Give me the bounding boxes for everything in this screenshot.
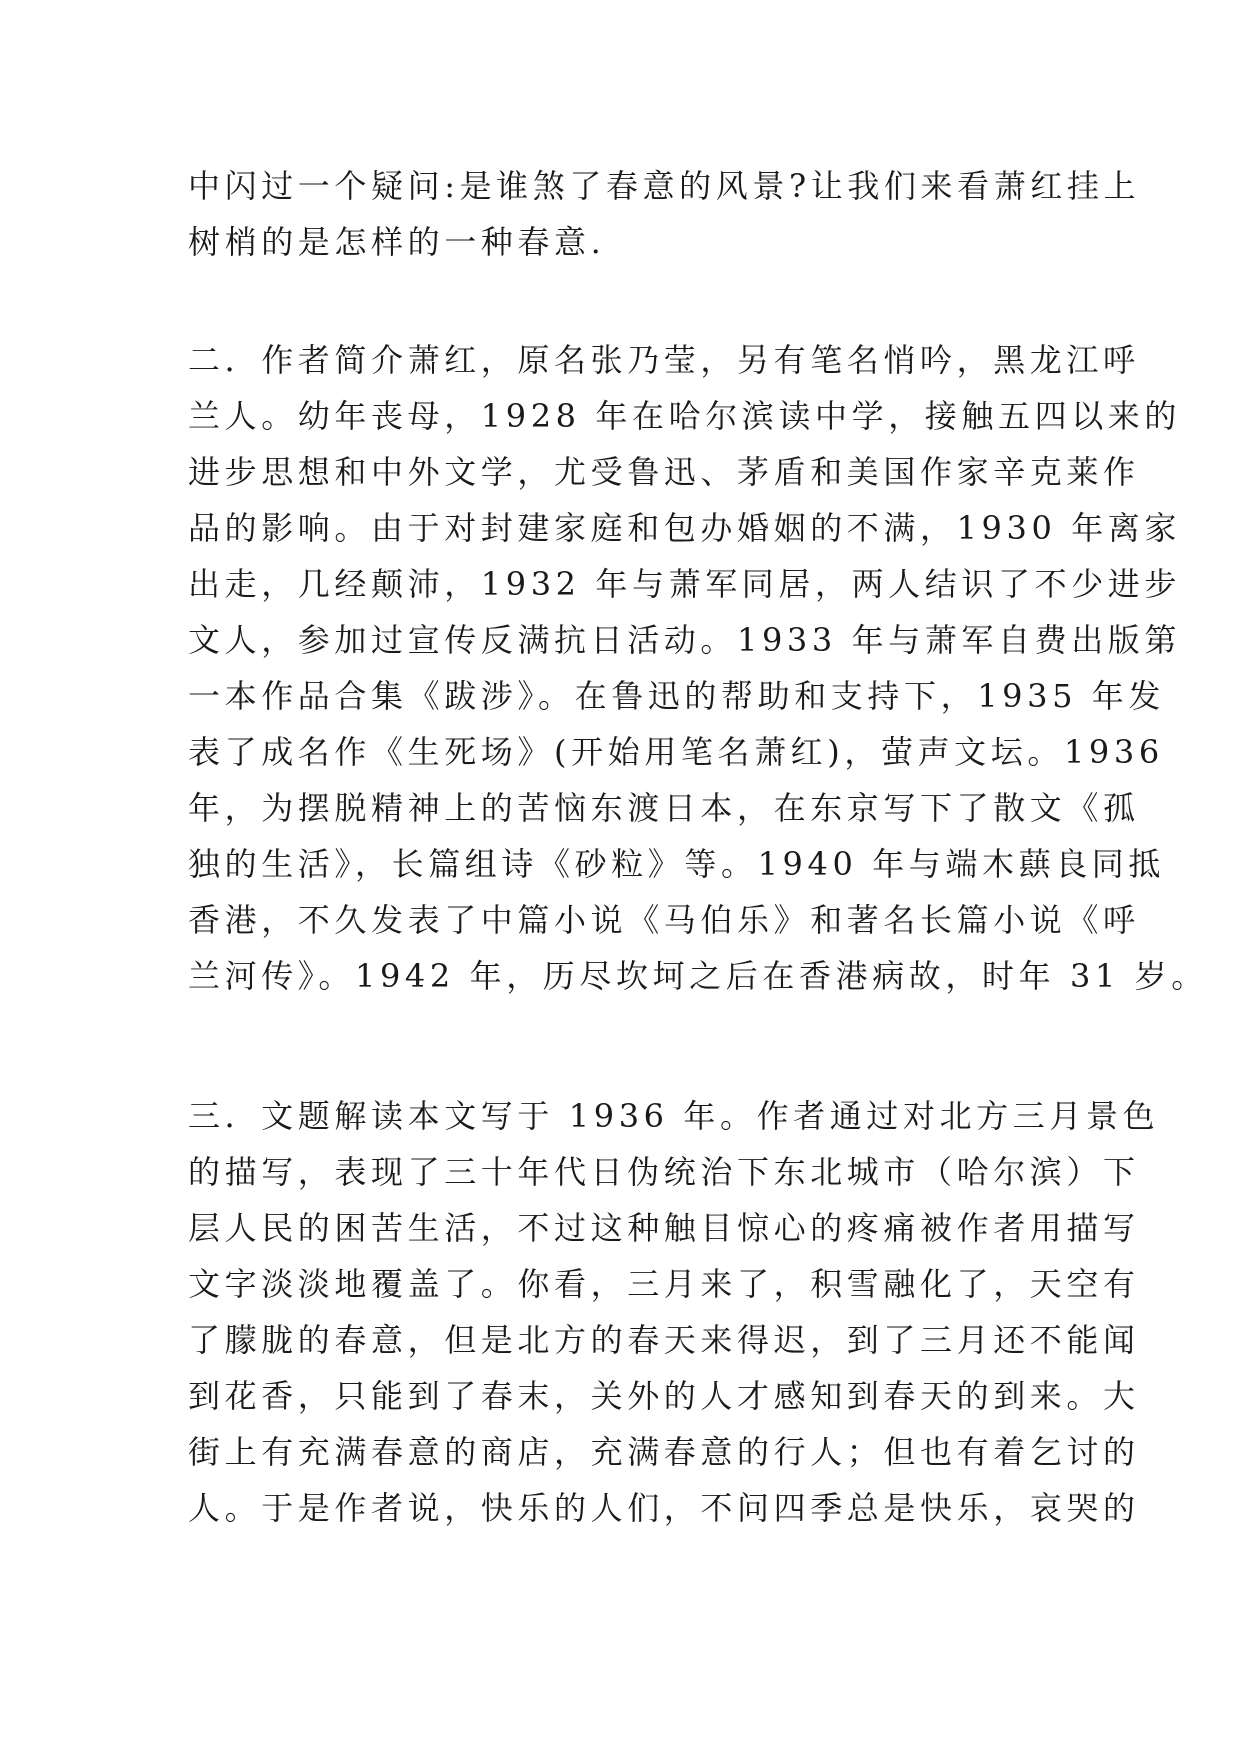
text-line: 人。于是作者说，快乐的人们，不问四季总是快乐，哀哭的 (188, 1489, 1140, 1527)
text-line: 表了成名作《生死场》(开始用笔名萧红)，萤声文坛。1936 (188, 733, 1164, 771)
text-line: 了朦胧的春意，但是北方的春天来得迟，到了三月还不能闻 (188, 1321, 1140, 1359)
text-line: 三．文题解读本文写于 1936 年。作者通过对北方三月景色 (188, 1097, 1160, 1135)
paragraph-title-interpretation (188, 1088, 1160, 1536)
paragraph-author-bio (188, 332, 1208, 1004)
text-line: 香港，不久发表了中篇小说《马伯乐》和著名长篇小说《呼 (188, 901, 1140, 939)
text-line: 兰河传》。1942 年，历尽坎坷之后在香港病故，时年 31 岁。 (188, 957, 1208, 995)
text-line: 出走，几经颠沛，1932 年与萧军同居，两人结识了不少进步 (188, 565, 1182, 603)
text-line: 年，为摆脱精神上的苦恼东渡日本，在东京写下了散文《孤 (188, 789, 1140, 827)
text-line: 街上有充满春意的商店，充满春意的行人；但也有着乞讨的 (188, 1433, 1140, 1471)
text-line: 中闪过一个疑问:是谁煞了春意的风景?让我们来看萧红挂上 (188, 167, 1141, 205)
text-line: 到花香，只能到了春末，关外的人才感知到春天的到来。大 (188, 1377, 1140, 1415)
text-line: 兰人。幼年丧母，1928 年在哈尔滨读中学，接触五四以来的 (188, 397, 1182, 435)
text-line: 二．作者简介萧红，原名张乃莹，另有笔名悄吟，黑龙江呼 (188, 341, 1140, 379)
text-line: 文人，参加过宣传反满抗日活动。1933 年与萧军自费出版第 (188, 621, 1182, 659)
text-line: 独的生活》，长篇组诗《砂粒》等。1940 年与端木蕻良同抵 (188, 845, 1166, 883)
text-line: 树梢的是怎样的一种春意. (188, 223, 606, 261)
text-line: 进步思想和中外文学，尤受鲁迅、茅盾和美国作家辛克莱作 (188, 453, 1140, 491)
paragraph-intro-continuation (188, 158, 1141, 270)
text-line: 文字淡淡地覆盖了。你看，三月来了，积雪融化了，天空有 (188, 1265, 1140, 1303)
text-line: 品的影响。由于对封建家庭和包办婚姻的不满，1930 年离家 (188, 509, 1182, 547)
text-line: 的描写，表现了三十年代日伪统治下东北城市（哈尔滨）下 (188, 1153, 1140, 1191)
text-line: 一本作品合集《跋涉》。在鲁迅的帮助和支持下，1935 年发 (188, 677, 1166, 715)
text-line: 层人民的困苦生活，不过这种触目惊心的疼痛被作者用描写 (188, 1209, 1140, 1247)
